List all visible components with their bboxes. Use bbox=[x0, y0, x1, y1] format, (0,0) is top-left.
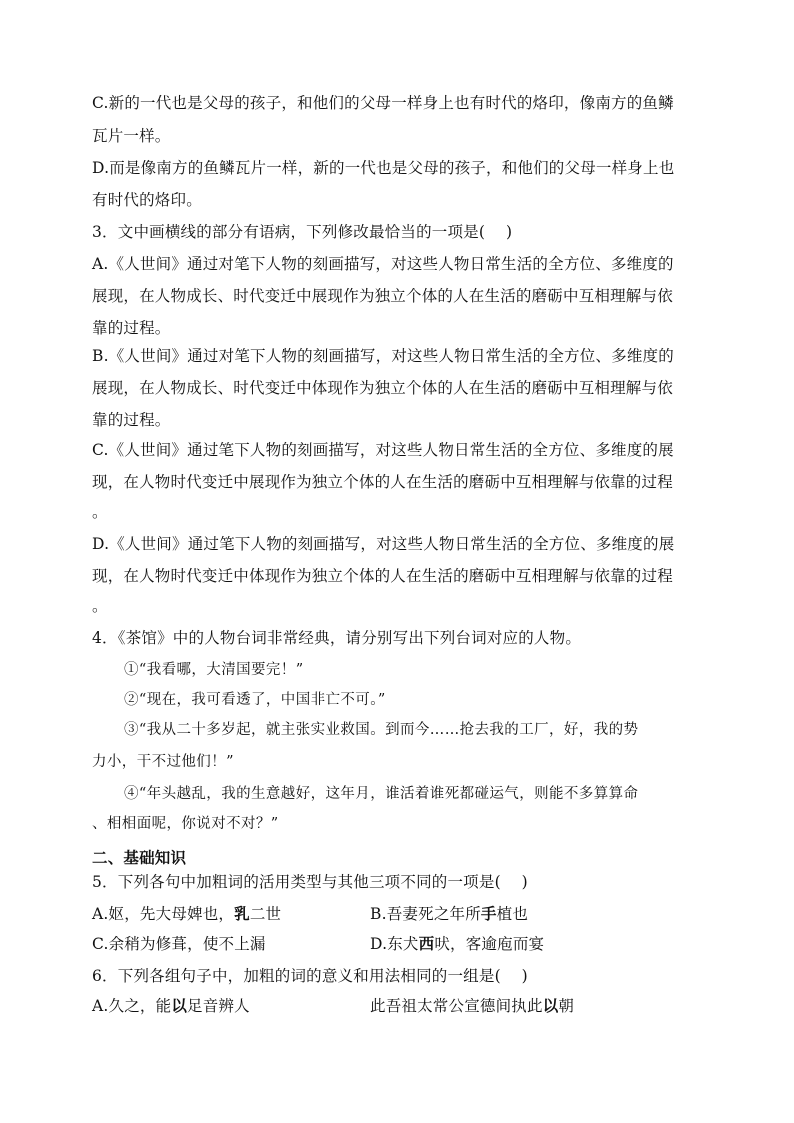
q6-a-right-pre: 此吾祖太常公宣德间执此 bbox=[370, 997, 543, 1015]
section-heading: 二、基础知识 bbox=[92, 848, 187, 867]
q4-quote-2: ②“现在，我可看透了，中国非亡不可。” bbox=[124, 692, 386, 708]
q5-d-bold: 西 bbox=[418, 934, 435, 953]
q5-a-pre: A.妪，先大母婢也， bbox=[92, 905, 235, 923]
q2-option-c-line1: C.新的一代也是父母的孩子，和他们的父母一样身上也有时代的烙印，像南方的鱼鳞 bbox=[92, 94, 674, 112]
q6-a-left-bold: 以 bbox=[171, 996, 188, 1015]
q5-a-bold: 乳 bbox=[234, 904, 250, 923]
q5-d-post: 吠，客逾庖而宴 bbox=[434, 935, 545, 953]
q4-quote-4-line2: 、相相面呢，你说对不对？” bbox=[92, 816, 279, 832]
q3-option-b-line3: 靠的过程。 bbox=[92, 411, 171, 429]
q6-option-a-left bbox=[92, 996, 250, 1016]
q5-b-bold: 手 bbox=[480, 904, 497, 923]
q4-quote-3-line1: ③“我从二十多岁起，就主张实业救国。到而今……抢去我的工厂，好，我的势 bbox=[124, 722, 639, 738]
q3-option-d-line3: 。 bbox=[92, 597, 108, 615]
q3-option-d-line2: 现，在人物时代变迁中体现作为独立个体的人在生活的磨砺中互相理解与依靠的过程 bbox=[92, 567, 673, 585]
q5-d-pre: D.东犬 bbox=[370, 935, 419, 953]
q3-option-b-line1: B.《人世间》通过对笔下人物的刻画描写，对这些人物日常生活的全方位、多维度的 bbox=[92, 347, 674, 365]
q5-option-a bbox=[92, 904, 281, 924]
q4-stem: 4．《茶馆》中的人物台词非常经典，请分别写出下列台词对应的人物。 bbox=[92, 629, 582, 647]
q3-stem: 3．文中画横线的部分有语病，下列修改最恰当的一项是( ) bbox=[92, 223, 513, 241]
q3-option-a-line3: 靠的过程。 bbox=[92, 319, 171, 337]
q5-b-pre: B.吾妻死之年所 bbox=[370, 905, 481, 923]
q3-option-a-line1: A.《人世间》通过对笔下人物的刻画描写，对这些人物日常生活的全方位、多维度的 bbox=[92, 255, 674, 273]
q5-a-post: 二世 bbox=[249, 905, 282, 923]
q5-option-d bbox=[370, 934, 544, 954]
q3-option-b-line2: 展现，在人物成长、时代变迁中体现作为独立个体的人在生活的磨砺中互相理解与依 bbox=[92, 379, 673, 397]
q2-option-c-line2: 瓦片一样。 bbox=[92, 127, 171, 145]
q6-a-left-post: 足音辨人 bbox=[187, 997, 250, 1015]
q6-a-right-bold: 以 bbox=[542, 996, 559, 1015]
q3-option-c-line3: 。 bbox=[92, 503, 108, 521]
q3-option-c-line1: C.《人世间》通过笔下人物的刻画描写，对这些人物日常生活的全方位、多维度的展 bbox=[92, 441, 674, 459]
q5-b-post: 植也 bbox=[496, 905, 529, 923]
q4-quote-1: ①“我看哪，大清国要完！” bbox=[124, 662, 304, 678]
q3-option-d-line1: D.《人世间》通过笔下人物的刻画描写，对这些人物日常生活的全方位、多维度的展 bbox=[92, 535, 675, 553]
q4-quote-4-line1: ④“年头越乱，我的生意越好，这年月，谁活着谁死都碰运气，则能不多算算命 bbox=[124, 786, 639, 802]
q6-option-a-right bbox=[370, 996, 574, 1016]
q2-option-d-line2: 有时代的烙印。 bbox=[92, 191, 202, 209]
q5-c-pre: C.余稍为修葺，使不上漏 bbox=[92, 935, 266, 953]
q5-option-b bbox=[370, 904, 528, 924]
q5-option-c bbox=[92, 934, 266, 954]
q6-stem: 6．下列各组句子中，加粗的词的意义和用法相同的一组是( ) bbox=[92, 967, 528, 985]
q4-quote-3-line2: 力小，干不过他们！” bbox=[92, 754, 234, 770]
q3-option-a-line2: 展现，在人物成长、时代变迁中展现作为独立个体的人在生活的磨砺中互相理解与依 bbox=[92, 287, 673, 305]
q6-a-right-post: 朝 bbox=[558, 997, 575, 1015]
q5-stem: 5．下列各句中加粗词的活用类型与其他三项不同的一项是( ) bbox=[92, 873, 528, 891]
q3-option-c-line2: 现，在人物时代变迁中展现作为独立个体的人在生活的磨砺中互相理解与依靠的过程 bbox=[92, 473, 673, 491]
q6-a-left-pre: A.久之，能 bbox=[92, 997, 172, 1015]
q2-option-d-line1: D.而是像南方的鱼鳞瓦片一样，新的一代也是父母的孩子，和他们的父母一样身上也 bbox=[92, 159, 675, 177]
